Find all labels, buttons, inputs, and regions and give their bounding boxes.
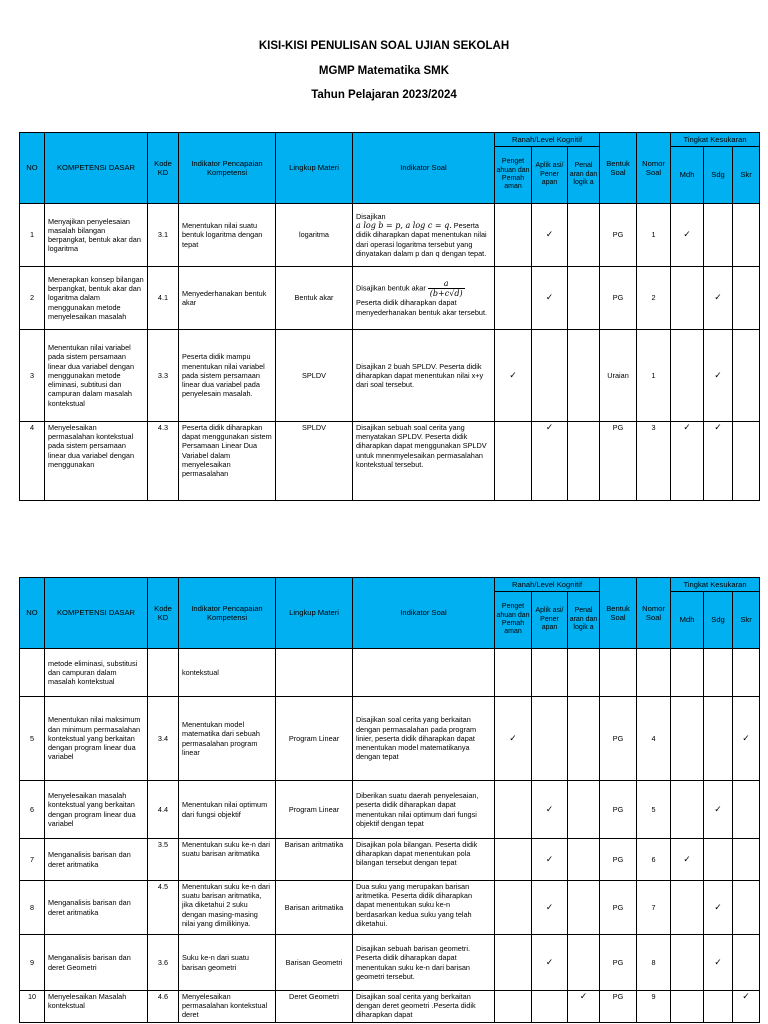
row-kode: 4.6 xyxy=(148,991,179,1023)
row-ipk: Menentukan model matematika dari sebuah permasalahan program linear xyxy=(179,697,276,781)
header-penalaran: Penal aran dan logik a xyxy=(568,147,600,204)
check-sdg: ✓ xyxy=(704,781,733,839)
row-lingkup: Program Linear xyxy=(276,697,353,781)
header-bentuk-soal: Bentuk Soal xyxy=(600,578,637,649)
row-bentuk: PG xyxy=(600,881,637,935)
row-ipk: Menentukan suku ke-n dari suatu barisan aritmatika, jika diketahui 2 suku dengan masing-masing nilai yang dimilikinya. xyxy=(179,881,276,935)
row-kompetensi: Menentukan nilai variabel pada sistem persamaan linear dua variabel dengan menggunakan metode eliminasi, subtitusi dan campuran dalam masalah kontekstual xyxy=(45,330,148,422)
document-title xyxy=(0,34,768,108)
check-skr xyxy=(733,935,760,991)
table-row xyxy=(20,839,760,881)
check-sdg xyxy=(704,839,733,881)
check-pengetahuan xyxy=(495,781,532,839)
row-bentuk: PG xyxy=(600,935,637,991)
row-bentuk: PG xyxy=(600,204,637,267)
check-mdh xyxy=(671,697,704,781)
check-penalaran xyxy=(568,935,600,991)
row-kode: 3.4 xyxy=(148,697,179,781)
check-penalaran xyxy=(568,204,600,267)
row-indikator-soal: Disajikan soal cerita yang berkaitan dengan permasalahan pada program linier, peserta didik diharapkan dapat menentukan model matematikanya dengan tepat xyxy=(353,697,495,781)
header-kode-kd: Kode KD xyxy=(148,133,179,204)
row-ipk: Menyelesaikan permasalahan kontekstual deret xyxy=(179,991,276,1023)
row-kompetensi: Menganalisis barisan dan deret Geometri xyxy=(45,935,148,991)
header-aplikasi: Aplik asi/ Pener apan xyxy=(532,592,568,649)
check-mdh xyxy=(671,267,704,330)
header-lingkup-materi: Lingkup Materi xyxy=(276,578,353,649)
header-ranah-level: Ranah/Level Kognitif xyxy=(495,133,600,147)
check-pengetahuan xyxy=(495,204,532,267)
row-lingkup xyxy=(276,649,353,697)
header-kompetensi-dasar: KOMPETENSI DASAR xyxy=(45,133,148,204)
check-sdg xyxy=(704,204,733,267)
row-indikator-soal: Disajikan 2 buah SPLDV. Peserta didik diharapkan dapat menentukan nilai x+y dari soal tersebut. xyxy=(353,330,495,422)
header-indikator-pencapaian: Indikator Pencapaian Kompetensi xyxy=(179,578,276,649)
check-sdg: ✓ xyxy=(704,330,733,422)
row-nomor: 4 xyxy=(637,697,671,781)
row-nomor: 7 xyxy=(637,881,671,935)
row-bentuk: Uraian xyxy=(600,330,637,422)
header-aplikasi: Aplik asi/ Pener apan xyxy=(532,147,568,204)
check-skr xyxy=(733,881,760,935)
check-skr xyxy=(733,839,760,881)
row-nomor: 3 xyxy=(637,422,671,501)
soal-prefix: Disajikan bentuk akar xyxy=(356,283,426,293)
check-mdh xyxy=(671,935,704,991)
row-nomor: 9 xyxy=(637,991,671,1023)
row-no: 5 xyxy=(20,697,45,781)
check-pengetahuan xyxy=(495,649,532,697)
check-penalaran xyxy=(568,781,600,839)
row-indikator-soal xyxy=(353,649,495,697)
check-penalaran xyxy=(568,881,600,935)
header-mdh: Mdh xyxy=(671,592,704,649)
header-nomor-soal: Nomor Soal xyxy=(637,133,671,204)
header-tingkat-kesukaran: Tingkat Kesukaran xyxy=(671,133,760,147)
title-line-2: MGMP Matematika SMK xyxy=(318,64,450,77)
row-ipk: Menentukan nilai optimum dari fungsi objektif xyxy=(179,781,276,839)
table-row xyxy=(20,422,760,501)
row-lingkup: SPLDV xyxy=(276,330,353,422)
row-kode: 3.5 xyxy=(148,839,179,881)
row-ipk: Menyederhanakan bentuk akar xyxy=(179,267,276,330)
row-lingkup: Barisan aritmatika xyxy=(276,839,353,881)
check-pengetahuan xyxy=(495,991,532,1023)
table-row xyxy=(20,267,760,330)
row-lingkup: Barisan aritmatika xyxy=(276,881,353,935)
check-skr xyxy=(733,204,760,267)
check-mdh: ✓ xyxy=(671,204,704,267)
header-lingkup-materi: Lingkup Materi xyxy=(276,133,353,204)
row-nomor xyxy=(637,649,671,697)
kisi-kisi-table-1 xyxy=(19,132,760,501)
row-nomor: 5 xyxy=(637,781,671,839)
header-indikator-soal: Indikator Soal xyxy=(353,578,495,649)
row-lingkup: SPLDV xyxy=(276,422,353,501)
row-bentuk: PG xyxy=(600,839,637,881)
header-sdg: Sdg xyxy=(704,147,733,204)
row-indikator-soal: Disajikan sebuah soal cerita yang menyatakan SPLDV. Peserta didik diharapkan dapat menggunakan SPLDV untuk mnenmyelesaikan permasalahan kontekstual tersebut. xyxy=(353,422,495,501)
header-indikator-soal: Indikator Soal xyxy=(353,133,495,204)
check-skr xyxy=(733,267,760,330)
header-sdg: Sdg xyxy=(704,592,733,649)
row-no: 6 xyxy=(20,781,45,839)
row-indikator-soal: Dua suku yang merupakan barisan aritmetika. Peserta didik diharapkan dapat menentukan suku ke-n berdasarkan kedua suku yang telah diketahui. xyxy=(353,881,495,935)
row-nomor: 6 xyxy=(637,839,671,881)
check-pengetahuan xyxy=(495,935,532,991)
soal-text: Peserta didik diharapkan dapat menentukan nilai dari operasi logaritma tersebut yang dinyatakan dalam p dan q dengan tepat. xyxy=(356,221,487,258)
row-kompetensi: Menyajikan penyelesaian masalah bilangan berpangkat, bentuk akar dan logaritma xyxy=(45,204,148,267)
row-ipk: Peserta didik diharapkan dapat menggunakan sistem Persamaan Linear Dua Variabel dalam menyelesaikan permasalahan xyxy=(179,422,276,501)
check-mdh: ✓ xyxy=(671,422,704,501)
header-no: NO xyxy=(20,578,45,649)
check-pengetahuan: ✓ xyxy=(495,330,532,422)
check-penalaran: ✓ xyxy=(568,991,600,1023)
check-sdg xyxy=(704,649,733,697)
header-pengetahuan: Penget ahuan dan Pemah aman xyxy=(495,147,532,204)
check-pengetahuan xyxy=(495,422,532,501)
check-aplikasi xyxy=(532,991,568,1023)
row-indikator-soal: Diberikan suatu daerah penyelesaian, peserta didik diharapkan dapat menentukan nilai optimum dari fungsi objektif dengan tepat xyxy=(353,781,495,839)
row-ipk: Suku ke-n dari suatu barisan geometri xyxy=(179,935,276,991)
header-mdh: Mdh xyxy=(671,147,704,204)
check-mdh xyxy=(671,881,704,935)
header-bentuk-soal: Bentuk Soal xyxy=(600,133,637,204)
check-mdh xyxy=(671,649,704,697)
row-no: 7 xyxy=(20,839,45,881)
check-penalaran xyxy=(568,422,600,501)
table-row xyxy=(20,697,760,781)
check-penalaran xyxy=(568,267,600,330)
row-kode: 4.4 xyxy=(148,781,179,839)
check-aplikasi xyxy=(532,330,568,422)
row-bentuk: PG xyxy=(600,422,637,501)
row-kompetensi: metode eliminasi, substitusi dan campuran dalam masalah kontekstual xyxy=(45,649,148,697)
row-ipk: Menentukan suku ke-n dari suatu barisan aritmatika xyxy=(179,839,276,881)
check-aplikasi: ✓ xyxy=(532,204,568,267)
table-row xyxy=(20,204,760,267)
check-mdh: ✓ xyxy=(671,839,704,881)
check-pengetahuan xyxy=(495,881,532,935)
check-aplikasi: ✓ xyxy=(532,781,568,839)
header-skr: Skr xyxy=(733,592,760,649)
row-kode xyxy=(148,649,179,697)
row-kode: 3.3 xyxy=(148,330,179,422)
row-lingkup: logaritma xyxy=(276,204,353,267)
check-aplikasi xyxy=(532,649,568,697)
check-penalaran xyxy=(568,697,600,781)
check-skr xyxy=(733,649,760,697)
row-ipk: Menentukan nilai suatu bentuk logaritma dengan tepat xyxy=(179,204,276,267)
check-aplikasi: ✓ xyxy=(532,267,568,330)
row-kompetensi: Menerapkan konsep bilangan berpangkat, bentuk akar dan logaritma dalam menggunakan metode menyelesaikan masalah xyxy=(45,267,148,330)
row-ipk: Peserta didik mampu menentukan nilai variabel pada sistem persamaan linear dua variabel pada penyelesain masalah. xyxy=(179,330,276,422)
row-bentuk: PG xyxy=(600,781,637,839)
table-row xyxy=(20,991,760,1023)
row-kompetensi: Menyelesaikan permasalahan kontekstual pada sistem persamaan linear dua variabel dengan menggunakan xyxy=(45,422,148,501)
check-mdh xyxy=(671,991,704,1023)
row-indikator-soal xyxy=(353,204,495,267)
table-row xyxy=(20,649,760,697)
header-nomor-soal: Nomor Soal xyxy=(637,578,671,649)
check-aplikasi: ✓ xyxy=(532,935,568,991)
row-indikator-soal: Disajikan sebuah barisan geometri. Peserta didik diharapkan dapat menentukan suku ke-n dari barisan geometri tersebut. xyxy=(353,935,495,991)
check-mdh xyxy=(671,781,704,839)
row-kode: 4.1 xyxy=(148,267,179,330)
header-ranah-level: Ranah/Level Kognitif xyxy=(495,578,600,592)
kisi-kisi-table-2 xyxy=(19,577,760,1023)
header-penalaran: Penal aran dan logik a xyxy=(568,592,600,649)
row-no: 4 xyxy=(20,422,45,501)
row-lingkup: Program Linear xyxy=(276,781,353,839)
header-indikator-pencapaian: Indikator Pencapaian Kompetensi xyxy=(179,133,276,204)
row-kompetensi: Menyelesaikan masalah kontekstual yang berkaitan dengan program linear dua variabel xyxy=(45,781,148,839)
row-no: 10 xyxy=(20,991,45,1023)
check-skr xyxy=(733,422,760,501)
row-kompetensi: Menentukan nilai maksimum dan minimum permasalahan kontekstual yang berkaitan dengan program linear dua variabel xyxy=(45,697,148,781)
soal-text: Peserta didik diharapkan dapat menyederhanakan bentuk akar tersebut. xyxy=(356,298,488,317)
row-kode: 3.1 xyxy=(148,204,179,267)
table-row xyxy=(20,881,760,935)
header-kode-kd: Kode KD xyxy=(148,578,179,649)
check-skr xyxy=(733,781,760,839)
row-indikator-soal: Disajikan pola bilangan. Peserta didik diharapkan dapat menentukan pola bilangan tersebut dengan tepat xyxy=(353,839,495,881)
row-nomor: 8 xyxy=(637,935,671,991)
row-indikator-soal: Disajikan soal cerita yang berkaitan dengan deret geometri .Peserta didik diharapkan dapat xyxy=(353,991,495,1023)
row-nomor: 2 xyxy=(637,267,671,330)
row-ipk: kontekstual xyxy=(179,649,276,697)
row-kode: 4.3 xyxy=(148,422,179,501)
soal-prefix: Disajikan xyxy=(356,211,386,221)
check-aplikasi: ✓ xyxy=(532,422,568,501)
check-aplikasi: ✓ xyxy=(532,881,568,935)
check-penalaran xyxy=(568,330,600,422)
check-pengetahuan xyxy=(495,267,532,330)
row-lingkup: Barisan Geometri xyxy=(276,935,353,991)
table-row xyxy=(20,330,760,422)
header-tingkat-kesukaran: Tingkat Kesukaran xyxy=(671,578,760,592)
table-row xyxy=(20,781,760,839)
check-sdg: ✓ xyxy=(704,422,733,501)
row-bentuk: PG xyxy=(600,697,637,781)
check-pengetahuan: ✓ xyxy=(495,697,532,781)
row-kode: 4.5 xyxy=(148,881,179,935)
row-no: 1 xyxy=(20,204,45,267)
row-nomor: 1 xyxy=(637,330,671,422)
row-bentuk: PG xyxy=(600,991,637,1023)
row-kompetensi: Menganalisis barisan dan deret aritmatika xyxy=(45,881,148,935)
row-indikator-soal xyxy=(353,267,495,330)
check-sdg xyxy=(704,697,733,781)
row-no: 3 xyxy=(20,330,45,422)
title-line-3: Tahun Pelajaran 2023/2024 xyxy=(311,89,457,101)
check-sdg: ✓ xyxy=(704,267,733,330)
header-kompetensi-dasar: KOMPETENSI DASAR xyxy=(45,578,148,649)
row-kode: 3.6 xyxy=(148,935,179,991)
row-no: 8 xyxy=(20,881,45,935)
table-row xyxy=(20,935,760,991)
check-penalaran xyxy=(568,839,600,881)
row-no: 9 xyxy=(20,935,45,991)
row-bentuk: PG xyxy=(600,267,637,330)
row-bentuk xyxy=(600,649,637,697)
row-lingkup: Deret Geometri xyxy=(276,991,353,1023)
title-line-1: KISI-KISI PENULISAN SOAL UJIAN SEKOLAH xyxy=(258,40,510,52)
check-mdh xyxy=(671,330,704,422)
logarithm-formula: a log b = p, a log c = q. xyxy=(356,221,452,231)
check-sdg: ✓ xyxy=(704,935,733,991)
header-skr: Skr xyxy=(733,147,760,204)
check-penalaran xyxy=(568,649,600,697)
row-nomor: 1 xyxy=(637,204,671,267)
row-kompetensi: Menganalisis barisan dan deret aritmatika xyxy=(45,839,148,881)
check-sdg xyxy=(704,991,733,1023)
fraction-denominator: (b+c√d) xyxy=(429,289,463,299)
row-no: 2 xyxy=(20,267,45,330)
check-skr: ✓ xyxy=(733,991,760,1023)
check-sdg: ✓ xyxy=(704,881,733,935)
header-pengetahuan: Penget ahuan dan Pemah aman xyxy=(495,592,532,649)
check-pengetahuan xyxy=(495,839,532,881)
fraction-numerator: a xyxy=(428,279,465,289)
root-fraction-formula xyxy=(428,279,465,298)
check-aplikasi xyxy=(532,697,568,781)
row-lingkup: Bentuk akar xyxy=(276,267,353,330)
row-no xyxy=(20,649,45,697)
check-skr xyxy=(733,330,760,422)
header-no: NO xyxy=(20,133,45,204)
check-skr: ✓ xyxy=(733,697,760,781)
check-aplikasi: ✓ xyxy=(532,839,568,881)
row-kompetensi: Menyelesaikan Masalah kontekstual xyxy=(45,991,148,1023)
